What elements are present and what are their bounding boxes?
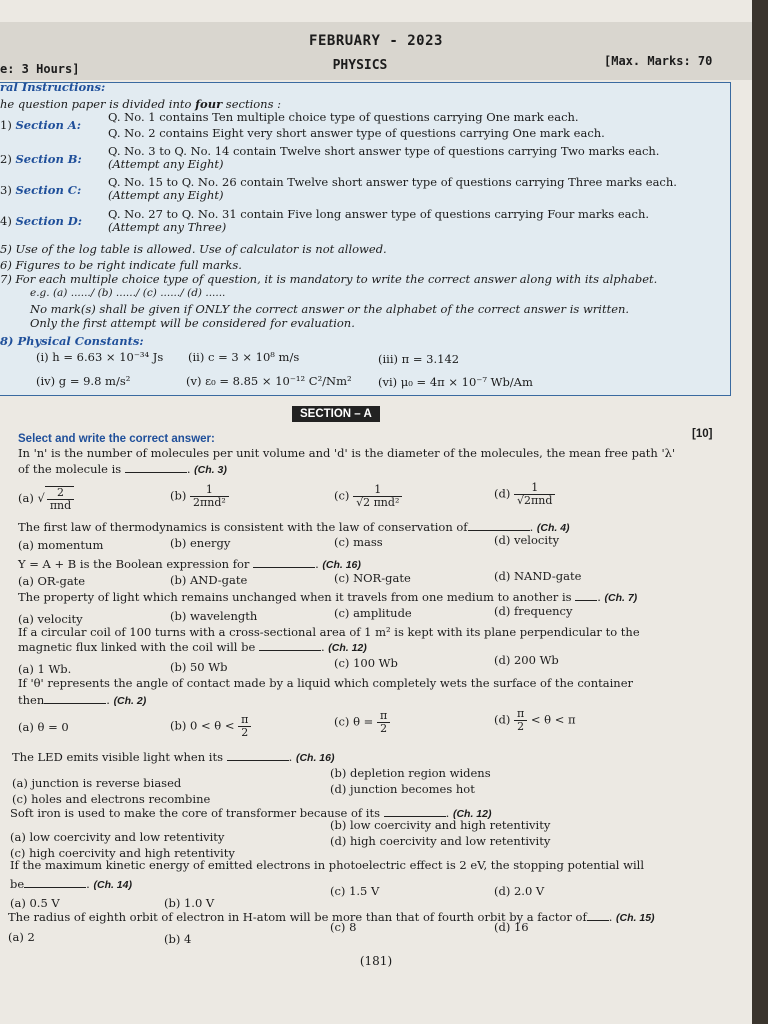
question-5-text2: magnetic flux linked with the coil will be . (Ch. 12) [18, 640, 367, 654]
chapter-ref: (Ch. 14) [93, 879, 132, 891]
section-a-title: SECTION – A [292, 406, 380, 422]
select-marks: [10] [692, 428, 713, 440]
option-b: (b) 1.0 V [164, 896, 215, 910]
instruction-6: 6) Figures to be right indicate full marks. [0, 258, 242, 272]
section-a-info [0, 118, 81, 132]
question-6-text: If 'θ' represents the angle of contact made by a liquid which completely wets the surface of the container [18, 676, 633, 690]
question-1-text: In 'n' is the number of molecules per unit volume and 'd' is the diameter of the molecules, the mean free path 'λ' [18, 446, 676, 460]
question-text: then [18, 693, 45, 707]
fraction [353, 484, 402, 509]
option-b [170, 484, 229, 509]
denominator: 2 [377, 722, 390, 735]
section-c-line2: (Attempt any Eight) [108, 188, 224, 202]
question-4-text: The property of light which remains unchanged when it travels from one medium to another is . (Ch. 7) [18, 590, 638, 604]
max-marks: [Max. Marks: 70 [604, 54, 713, 68]
instruction-7-attempt: Only the first attempt will be considered for evaluation. [30, 316, 355, 330]
constant-pi: (iii) π = 3.142 [378, 352, 460, 366]
option-b: (b) 4 [164, 932, 192, 946]
section-label: Section B: [15, 152, 82, 166]
question-text: of the molecule is [18, 462, 122, 476]
constant-mu: (vi) μ₀ = 4π × 10⁻⁷ Wb/Am [378, 375, 533, 389]
numerator: π [517, 707, 525, 720]
page-number: (181) [359, 954, 393, 968]
question-text: Soft iron is used to make the core of transformer because of its [10, 806, 380, 820]
answer-blank [468, 520, 530, 531]
item-number: 1) [0, 118, 12, 132]
option-a: (a) √ $\frac{2}{\text{πnd}}$ [18, 486, 74, 512]
option-label: (d) [494, 486, 511, 501]
instruction-5: 5) Use of the log table is allowed. Use of calculator is not allowed. [0, 242, 387, 256]
option-b: (b) wavelength [170, 609, 258, 623]
chapter-ref: (Ch. 4) [536, 522, 570, 534]
option-d [494, 482, 555, 507]
question-text: Y = A + B is the Boolean expression for [18, 557, 250, 571]
option-c: (c) amplitude [334, 606, 412, 620]
section-label: Section C: [15, 183, 82, 197]
numerator: 1 [205, 483, 213, 496]
option-label: (b) 0 < θ < [170, 718, 235, 733]
option-a: (a) 2 [8, 930, 35, 944]
numerator: 1 [531, 481, 539, 494]
chapter-ref: (Ch. 2) [113, 695, 147, 707]
fraction [514, 708, 527, 733]
intro-text: he question paper is divided into [0, 97, 196, 111]
numerator: π [241, 713, 249, 726]
select-instruction: Select and write the correct answer: [18, 433, 215, 445]
constant-c: (ii) c = 3 × 10⁸ m/s [188, 350, 300, 364]
item-number: 3) [0, 183, 12, 197]
option-b [170, 714, 251, 739]
section-a-line1: Q. No. 1 contains Ten multiple choice type of questions carrying One mark each. [108, 110, 579, 124]
option-c: (c) 1.5 V [330, 884, 380, 898]
option-a: (a) 1 Wb. [18, 662, 72, 676]
item-number: 4) [0, 214, 12, 228]
option-d: (d) 2.0 V [494, 884, 545, 898]
constant-epsilon: (v) ε₀ = 8.85 × 10⁻¹² C²/Nm² [186, 374, 352, 388]
option-d: (d) high coercivity and low retentivity [330, 834, 551, 848]
option-c: (c) holes and electrons recombine [12, 792, 211, 806]
chapter-ref: (Ch. 7) [604, 592, 638, 604]
option-label: (c) [334, 488, 350, 503]
constant-g: (iv) g = 9.8 m/s² [36, 374, 131, 388]
denominator: πnd [47, 499, 74, 512]
option-b: (b) 50 Wb [170, 660, 228, 674]
option-c: (c) 8 [330, 920, 357, 934]
denominator: 2πnd² [190, 496, 229, 509]
answer-blank [253, 557, 315, 568]
option-c: (c) NOR-gate [334, 571, 411, 585]
option-b: (b) low coercivity and high retentivity [330, 818, 551, 832]
chapter-ref: (Ch. 16) [322, 559, 361, 571]
option-d: (d) velocity [494, 533, 560, 547]
option-d: (d) NAND-gate [494, 569, 582, 583]
section-label: Section D: [15, 214, 83, 228]
option-c: (c) high coercivity and high retentivity [10, 846, 235, 860]
chapter-ref: (Ch. 12) [328, 642, 367, 654]
answer-blank [384, 806, 446, 817]
question-10-text: The radius of eighth orbit of electron in H-atom will be more than that of fourth orbit by a factor of . (Ch. 15) [8, 910, 655, 924]
subject-title: PHYSICS [332, 58, 388, 73]
answer-blank [227, 750, 289, 761]
answer-blank [44, 693, 106, 704]
option-a: (a) θ = 0 [18, 720, 69, 734]
option-label: (c) θ = [334, 714, 374, 729]
chapter-ref: (Ch. 15) [616, 912, 655, 924]
instruction-7-example: e.g. (a) ....../ (b) ....../ (c) ....../ (d) ...... [30, 287, 226, 299]
section-label: Section A: [15, 118, 81, 132]
chapter-ref: (Ch. 3) [194, 464, 227, 476]
fraction [514, 482, 555, 507]
intro-text-end: sections : [222, 97, 282, 111]
option-label: (d) [494, 712, 511, 727]
option-c [334, 710, 390, 735]
question-text: The first law of thermodynamics is consistent with the law of conservation of [18, 520, 468, 534]
option-label: (a) [18, 491, 34, 505]
option-d: (d) junction becomes hot [330, 782, 475, 796]
intro-emphasis: four [195, 97, 223, 111]
question-text: The property of light which remains unchanged when it travels from one medium to another is [18, 590, 572, 604]
instruction-7: 7) For each multiple choice type of question, it is mandatory to write the correct answer along with its alphabet. [0, 272, 658, 286]
question-5-text: If a circular coil of 100 turns with a cross-sectional area of 1 m² is kept with its plane perpendicular to the [18, 625, 640, 639]
constant-h: (i) h = 6.63 × 10⁻³⁴ Js [36, 350, 164, 364]
time-allowed: e: 3 Hours] [0, 62, 80, 76]
denominator: 2 [238, 726, 251, 739]
section-b-line1: Q. No. 3 to Q. No. 14 contain Twelve short answer type of questions carrying Two marks each. [108, 144, 660, 158]
answer-blank [587, 910, 609, 921]
option-c: (c) mass [334, 535, 383, 549]
option-d: (d) 16 [494, 920, 529, 934]
section-d-info [0, 214, 82, 228]
option-b: (b) energy [170, 536, 231, 550]
question-8-text: Soft iron is used to make the core of transformer because of its . (Ch. 12) [10, 806, 492, 820]
instruction-7-note: No mark(s) shall be given if ONLY the correct answer or the alphabet of the correct answer is written. [30, 302, 630, 316]
section-c-info [0, 183, 81, 197]
question-3-text: Y = A + B is the Boolean expression for . (Ch. 16) [18, 557, 361, 571]
question-9-text: If the maximum kinetic energy of emitted electrons in photoelectric effect is 2 eV, the stopping potential will [10, 858, 645, 872]
option-a: (a) OR-gate [18, 574, 86, 588]
instructions-heading: ral Instructions: [0, 80, 106, 94]
option-c [334, 484, 402, 509]
denominator: 2 [514, 720, 527, 733]
question-2-text: The first law of thermodynamics is consistent with the law of conservation of . (Ch. 4) [18, 520, 570, 534]
option-d: (d) 200 Wb [494, 653, 559, 667]
exam-title: FEBRUARY - 2023 [309, 33, 443, 49]
fraction [377, 710, 390, 735]
question-text: magnetic flux linked with the coil will be [18, 640, 256, 654]
section-b-line2: (Attempt any Eight) [108, 157, 224, 171]
answer-blank [125, 462, 187, 473]
numerator: π [379, 709, 388, 722]
option-a: (a) velocity [18, 612, 83, 626]
physical-constants-heading: 8) Physical Constants: [0, 334, 144, 348]
option-a: (a) momentum [18, 538, 104, 552]
section-c-line1: Q. No. 15 to Q. No. 26 contain Twelve short answer type of questions carrying Three marks each. [108, 175, 677, 189]
section-b-info [0, 152, 82, 166]
option-d: (d) frequency [494, 604, 573, 618]
fraction [190, 484, 229, 509]
answer-blank [259, 640, 321, 651]
option-label: (b) [170, 488, 187, 503]
option-a: (a) low coercivity and low retentivity [10, 830, 225, 844]
question-1-text2: of the molecule is . (Ch. 3) [18, 462, 227, 476]
section-d-line1: Q. No. 27 to Q. No. 31 contain Five long answer type of questions carrying Four marks each. [108, 207, 650, 221]
question-text: be [10, 877, 25, 891]
question-7-text: The LED emits visible light when its . (Ch. 16) [12, 750, 335, 764]
numerator: 2 [57, 486, 64, 499]
question-text: The radius of eighth orbit of electron in H-atom will be more than that of fourth orbit by a factor of [8, 910, 587, 924]
section-d-line2: (Attempt any Three) [108, 220, 227, 234]
numerator: 1 [374, 483, 382, 496]
question-6-text2: then . (Ch. 2) [18, 693, 147, 707]
option-a: (a) 0.5 V [10, 896, 60, 910]
option-c: (c) 100 Wb [334, 656, 398, 670]
answer-blank [24, 877, 86, 888]
question-text: The LED emits visible light when its [12, 750, 223, 764]
chapter-ref: (Ch. 12) [452, 808, 492, 820]
option-b: (b) AND-gate [170, 573, 248, 587]
chapter-ref: (Ch. 16) [295, 752, 335, 764]
answer-blank [575, 590, 597, 601]
instructions-intro [0, 97, 281, 111]
question-9-text2: be . (Ch. 14) [10, 877, 132, 891]
fraction [238, 714, 251, 739]
inequality-tail: < θ < π [530, 712, 576, 727]
denominator: √2πnd [514, 494, 555, 507]
option-d [494, 708, 576, 733]
book-spine [752, 0, 768, 1024]
option-b: (b) depletion region widens [330, 766, 491, 780]
fraction [45, 486, 74, 512]
section-a-line2: Q. No. 2 contains Eight very short answer type of questions carrying One mark each. [108, 126, 605, 140]
option-a: (a) junction is reverse biased [12, 776, 182, 790]
denominator: √2 πnd² [353, 496, 402, 509]
item-number: 2) [0, 152, 12, 166]
